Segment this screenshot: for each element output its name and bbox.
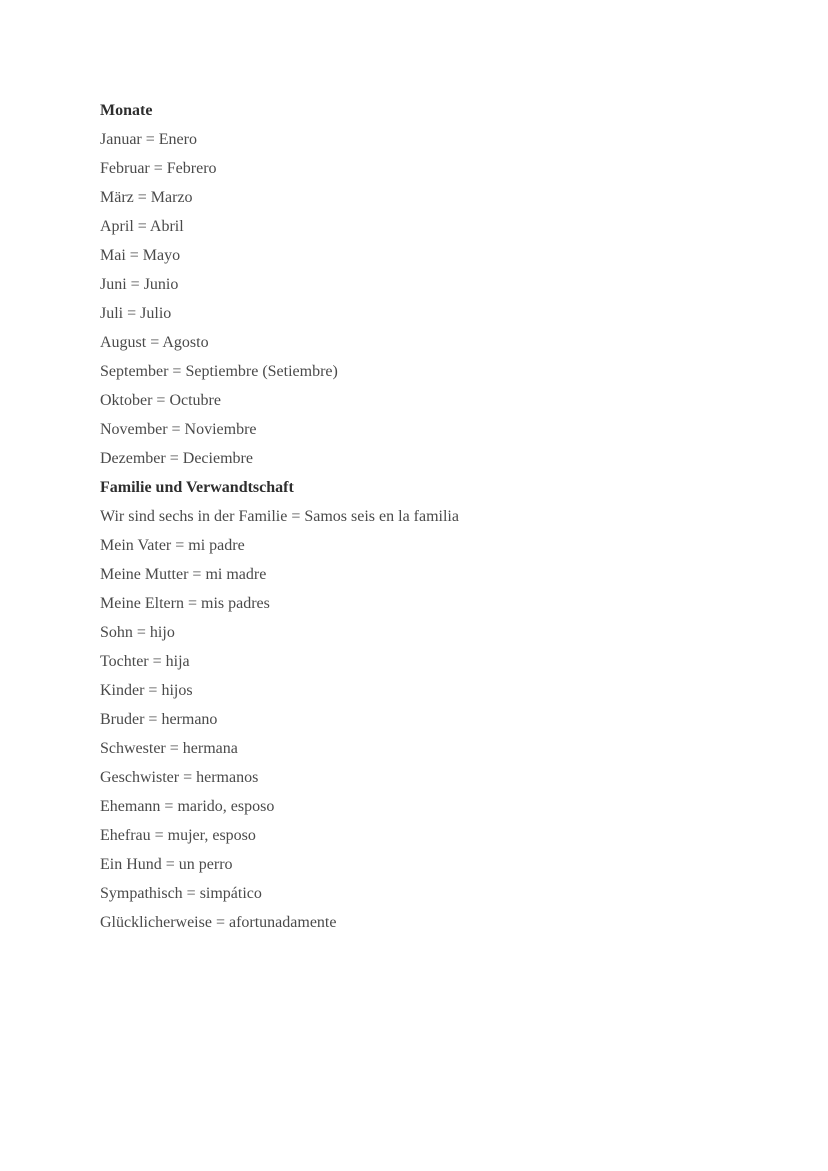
vocab-entry: Glücklicherweise = afortunadamente xyxy=(100,914,337,931)
section-months xyxy=(100,96,740,473)
vocab-entry: Februar = Febrero xyxy=(100,160,217,177)
vocab-entry: November = Noviembre xyxy=(100,421,257,438)
vocab-entry: April = Abril xyxy=(100,218,184,235)
vocab-entry: Sympathisch = simpático xyxy=(100,885,262,902)
vocab-entry: Januar = Enero xyxy=(100,131,197,148)
section-heading: Monate xyxy=(100,102,153,119)
vocab-entry: Meine Mutter = mi madre xyxy=(100,566,267,583)
vocab-entry: Mein Vater = mi padre xyxy=(100,537,245,554)
vocab-entry: Meine Eltern = mis padres xyxy=(100,595,270,612)
vocab-entry: Kinder = hijos xyxy=(100,682,193,699)
vocab-entry: Juni = Junio xyxy=(100,276,179,293)
vocab-entry: August = Agosto xyxy=(100,334,209,351)
vocab-entry: März = Marzo xyxy=(100,189,193,206)
vocab-entry: Dezember = Deciembre xyxy=(100,450,253,467)
vocab-entry: Mai = Mayo xyxy=(100,247,181,264)
vocab-entry: Bruder = hermano xyxy=(100,711,218,728)
vocab-entry: Ein Hund = un perro xyxy=(100,856,233,873)
vocab-entry: Tochter = hija xyxy=(100,653,190,670)
vocab-entry: Schwester = hermana xyxy=(100,740,238,757)
section-family xyxy=(100,473,740,937)
section-heading: Familie und Verwandtschaft xyxy=(100,479,294,496)
vocab-entry: Wir sind sechs in der Familie = Samos seis en la familia xyxy=(100,508,459,525)
vocab-entry: Sohn = hijo xyxy=(100,624,175,641)
vocab-entry: September = Septiembre (Setiembre) xyxy=(100,363,338,380)
vocabulary-document xyxy=(100,96,740,937)
vocab-entry: Geschwister = hermanos xyxy=(100,769,259,786)
vocab-entry: Ehemann = marido, esposo xyxy=(100,798,275,815)
vocab-entry: Juli = Julio xyxy=(100,305,172,322)
vocab-entry: Ehefrau = mujer, esposo xyxy=(100,827,256,844)
vocab-entry: Oktober = Octubre xyxy=(100,392,221,409)
